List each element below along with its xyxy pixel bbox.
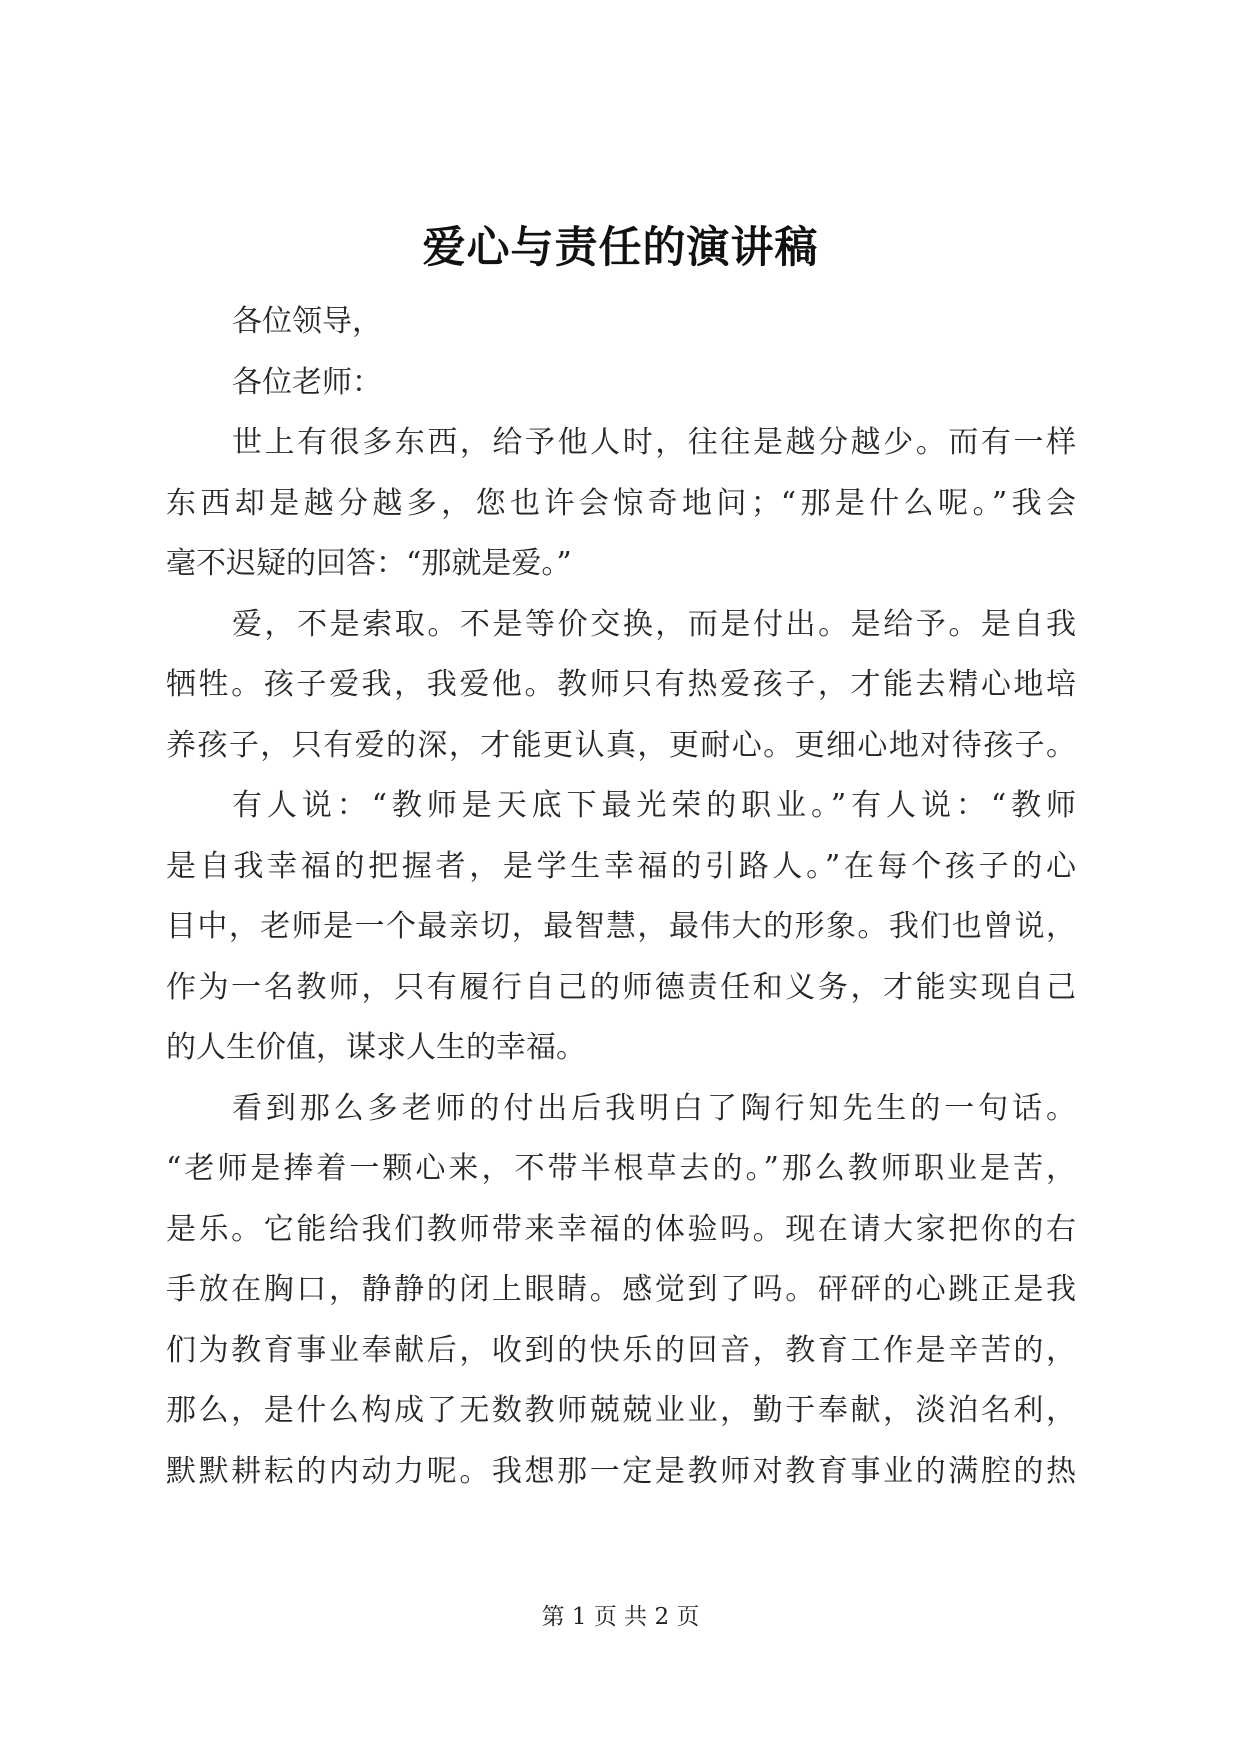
paragraph-line: 看到那么多老师的付出后我明白了陶行知先生的一句话。 — [232, 1090, 1076, 1126]
document-body — [166, 292, 1076, 1502]
paragraph-line: 牺牲。孩子爱我，我爱他。教师只有热爱孩子，才能去精心地培 — [166, 667, 1076, 702]
paragraph-line: 目中，老师是一个最亲切，最智慧，最伟大的形象。我们也曾说， — [166, 909, 1076, 944]
paragraph-line: 手放在胸口，静静的闭上眼睛。感觉到了吗。砰砰的心跳正是我 — [166, 1272, 1076, 1307]
paragraph-line: 作为一名教师，只有履行自己的师德责任和义务，才能实现自己 — [166, 969, 1076, 1005]
page-number-footer: 第 1 页 共 2 页 — [541, 1604, 700, 1630]
paragraph-line: 的人生价值，谋求人生的幸福。 — [166, 1030, 586, 1065]
salutation-line: 各位领导， — [232, 304, 382, 339]
paragraph-line: 有人说：“教师是天底下最光荣的职业。”有人说：“教师 — [232, 788, 1076, 823]
paragraph-line: 是乐。它能给我们教师带来幸福的体验吗。现在请大家把你的右 — [166, 1211, 1076, 1247]
paragraph-line: 那么，是什么构成了无数教师兢兢业业，勤于奉献，淡泊名利， — [166, 1393, 1076, 1428]
paragraph-line: 爱，不是索取。不是等价交换，而是付出。是给予。是自我 — [232, 606, 1076, 642]
salutation-line: 各位老师： — [232, 364, 382, 400]
paragraph-line: 们为教育事业奉献后，收到的快乐的回音，教育工作是辛苦的， — [166, 1332, 1076, 1368]
paragraph-line: 默默耕耘的内动力呢。我想那一定是教师对教育事业的满腔的热 — [166, 1453, 1076, 1489]
paragraph-line: 养孩子，只有爱的深，才能更认真，更耐心。更细心地对待孩子。 — [166, 727, 1076, 763]
document-title: 爱心与责任的演讲稿 — [422, 223, 819, 273]
paragraph-line: 东西却是越分越多，您也许会惊奇地问；“那是什么呢。”我会 — [166, 485, 1076, 521]
paragraph-line: “老师是捧着一颗心来，不带半根草去的。”那么教师职业是苦， — [166, 1151, 1076, 1186]
paragraph-line: 世上有很多东西，给予他人时，往往是越分越少。而有一样 — [232, 425, 1076, 460]
paragraph-line: 毫不迟疑的回答：“那就是爱。” — [166, 546, 572, 581]
paragraph-line: 是自我幸福的把握者，是学生幸福的引路人。”在每个孩子的心 — [166, 848, 1076, 884]
